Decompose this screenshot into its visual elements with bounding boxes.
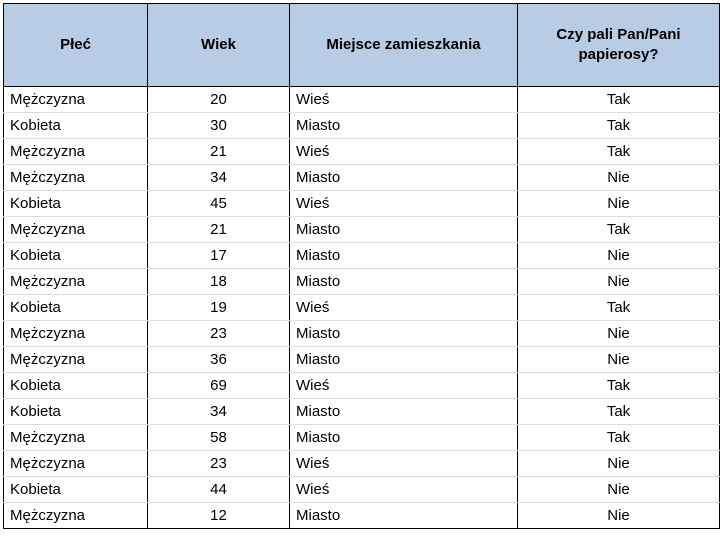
cell-age[interactable]: 21 xyxy=(148,217,290,243)
cell-gender[interactable]: Kobieta xyxy=(4,373,148,399)
cell-gender[interactable]: Kobieta xyxy=(4,243,148,269)
cell-smoking[interactable]: Tak xyxy=(518,113,720,139)
table-header xyxy=(4,4,720,87)
column-header-smoking[interactable]: Czy pali Pan/Pani papierosy? xyxy=(518,4,720,87)
column-header-age[interactable]: Wiek xyxy=(148,4,290,87)
cell-age[interactable]: 44 xyxy=(148,477,290,503)
cell-residence[interactable]: Miasto xyxy=(290,399,518,425)
cell-gender[interactable]: Kobieta xyxy=(4,113,148,139)
table-row[interactable] xyxy=(4,477,720,503)
table-row[interactable] xyxy=(4,399,720,425)
cell-smoking[interactable]: Nie xyxy=(518,321,720,347)
cell-gender[interactable]: Mężczyzna xyxy=(4,87,148,113)
cell-age[interactable]: 58 xyxy=(148,425,290,451)
cell-age[interactable]: 69 xyxy=(148,373,290,399)
table-row[interactable] xyxy=(4,217,720,243)
cell-residence[interactable]: Wieś xyxy=(290,191,518,217)
cell-gender[interactable]: Mężczyzna xyxy=(4,321,148,347)
cell-age[interactable]: 36 xyxy=(148,347,290,373)
cell-smoking[interactable]: Nie xyxy=(518,451,720,477)
table-row[interactable] xyxy=(4,347,720,373)
cell-residence[interactable]: Wieś xyxy=(290,477,518,503)
cell-gender[interactable]: Mężczyzna xyxy=(4,451,148,477)
table-row[interactable] xyxy=(4,243,720,269)
cell-smoking[interactable]: Nie xyxy=(518,503,720,529)
spreadsheet-canvas xyxy=(0,3,720,540)
table-row[interactable] xyxy=(4,321,720,347)
table-row[interactable] xyxy=(4,269,720,295)
cell-gender[interactable]: Kobieta xyxy=(4,477,148,503)
cell-residence[interactable]: Miasto xyxy=(290,165,518,191)
cell-age[interactable]: 34 xyxy=(148,399,290,425)
cell-smoking[interactable]: Tak xyxy=(518,217,720,243)
cell-age[interactable]: 12 xyxy=(148,503,290,529)
cell-smoking[interactable]: Tak xyxy=(518,139,720,165)
cell-smoking[interactable]: Nie xyxy=(518,269,720,295)
cell-smoking[interactable]: Tak xyxy=(518,425,720,451)
cell-age[interactable]: 45 xyxy=(148,191,290,217)
cell-smoking[interactable]: Nie xyxy=(518,243,720,269)
cell-age[interactable]: 23 xyxy=(148,451,290,477)
cell-age[interactable]: 20 xyxy=(148,87,290,113)
cell-residence[interactable]: Wieś xyxy=(290,451,518,477)
cell-gender[interactable]: Mężczyzna xyxy=(4,269,148,295)
column-header-gender[interactable]: Płeć xyxy=(4,4,148,87)
cell-residence[interactable]: Miasto xyxy=(290,425,518,451)
cell-gender[interactable]: Mężczyzna xyxy=(4,503,148,529)
table-row[interactable] xyxy=(4,165,720,191)
cell-residence[interactable]: Miasto xyxy=(290,217,518,243)
column-header-residence[interactable]: Miejsce zamieszkania xyxy=(290,4,518,87)
cell-gender[interactable]: Mężczyzna xyxy=(4,347,148,373)
cell-gender[interactable]: Mężczyzna xyxy=(4,139,148,165)
cell-smoking[interactable]: Nie xyxy=(518,347,720,373)
cell-residence[interactable]: Wieś xyxy=(290,373,518,399)
cell-smoking[interactable]: Nie xyxy=(518,165,720,191)
table-row[interactable] xyxy=(4,451,720,477)
table-row[interactable] xyxy=(4,503,720,529)
cell-smoking[interactable]: Tak xyxy=(518,373,720,399)
cell-age[interactable]: 34 xyxy=(148,165,290,191)
cell-residence[interactable]: Miasto xyxy=(290,347,518,373)
cell-residence[interactable]: Miasto xyxy=(290,113,518,139)
cell-gender[interactable]: Kobieta xyxy=(4,295,148,321)
cell-gender[interactable]: Kobieta xyxy=(4,399,148,425)
table-body xyxy=(4,87,720,529)
table-row[interactable] xyxy=(4,87,720,113)
table-row[interactable] xyxy=(4,113,720,139)
cell-residence[interactable]: Wieś xyxy=(290,295,518,321)
cell-gender[interactable]: Mężczyzna xyxy=(4,425,148,451)
header-row xyxy=(4,4,720,87)
cell-gender[interactable]: Mężczyzna xyxy=(4,217,148,243)
table-row[interactable] xyxy=(4,191,720,217)
cell-smoking[interactable]: Tak xyxy=(518,399,720,425)
cell-smoking[interactable]: Tak xyxy=(518,87,720,113)
table-row[interactable] xyxy=(4,373,720,399)
cell-age[interactable]: 18 xyxy=(148,269,290,295)
table-row[interactable] xyxy=(4,139,720,165)
survey-data-table xyxy=(3,3,720,529)
cell-smoking[interactable]: Nie xyxy=(518,191,720,217)
cell-residence[interactable]: Miasto xyxy=(290,243,518,269)
cell-age[interactable]: 19 xyxy=(148,295,290,321)
table-row[interactable] xyxy=(4,425,720,451)
cell-residence[interactable]: Wieś xyxy=(290,87,518,113)
cell-gender[interactable]: Kobieta xyxy=(4,191,148,217)
cell-age[interactable]: 30 xyxy=(148,113,290,139)
cell-residence[interactable]: Wieś xyxy=(290,139,518,165)
cell-smoking[interactable]: Nie xyxy=(518,477,720,503)
cell-smoking[interactable]: Tak xyxy=(518,295,720,321)
table-row[interactable] xyxy=(4,295,720,321)
cell-residence[interactable]: Miasto xyxy=(290,503,518,529)
cell-age[interactable]: 23 xyxy=(148,321,290,347)
cell-gender[interactable]: Mężczyzna xyxy=(4,165,148,191)
cell-residence[interactable]: Miasto xyxy=(290,321,518,347)
cell-age[interactable]: 17 xyxy=(148,243,290,269)
cell-residence[interactable]: Miasto xyxy=(290,269,518,295)
cell-age[interactable]: 21 xyxy=(148,139,290,165)
